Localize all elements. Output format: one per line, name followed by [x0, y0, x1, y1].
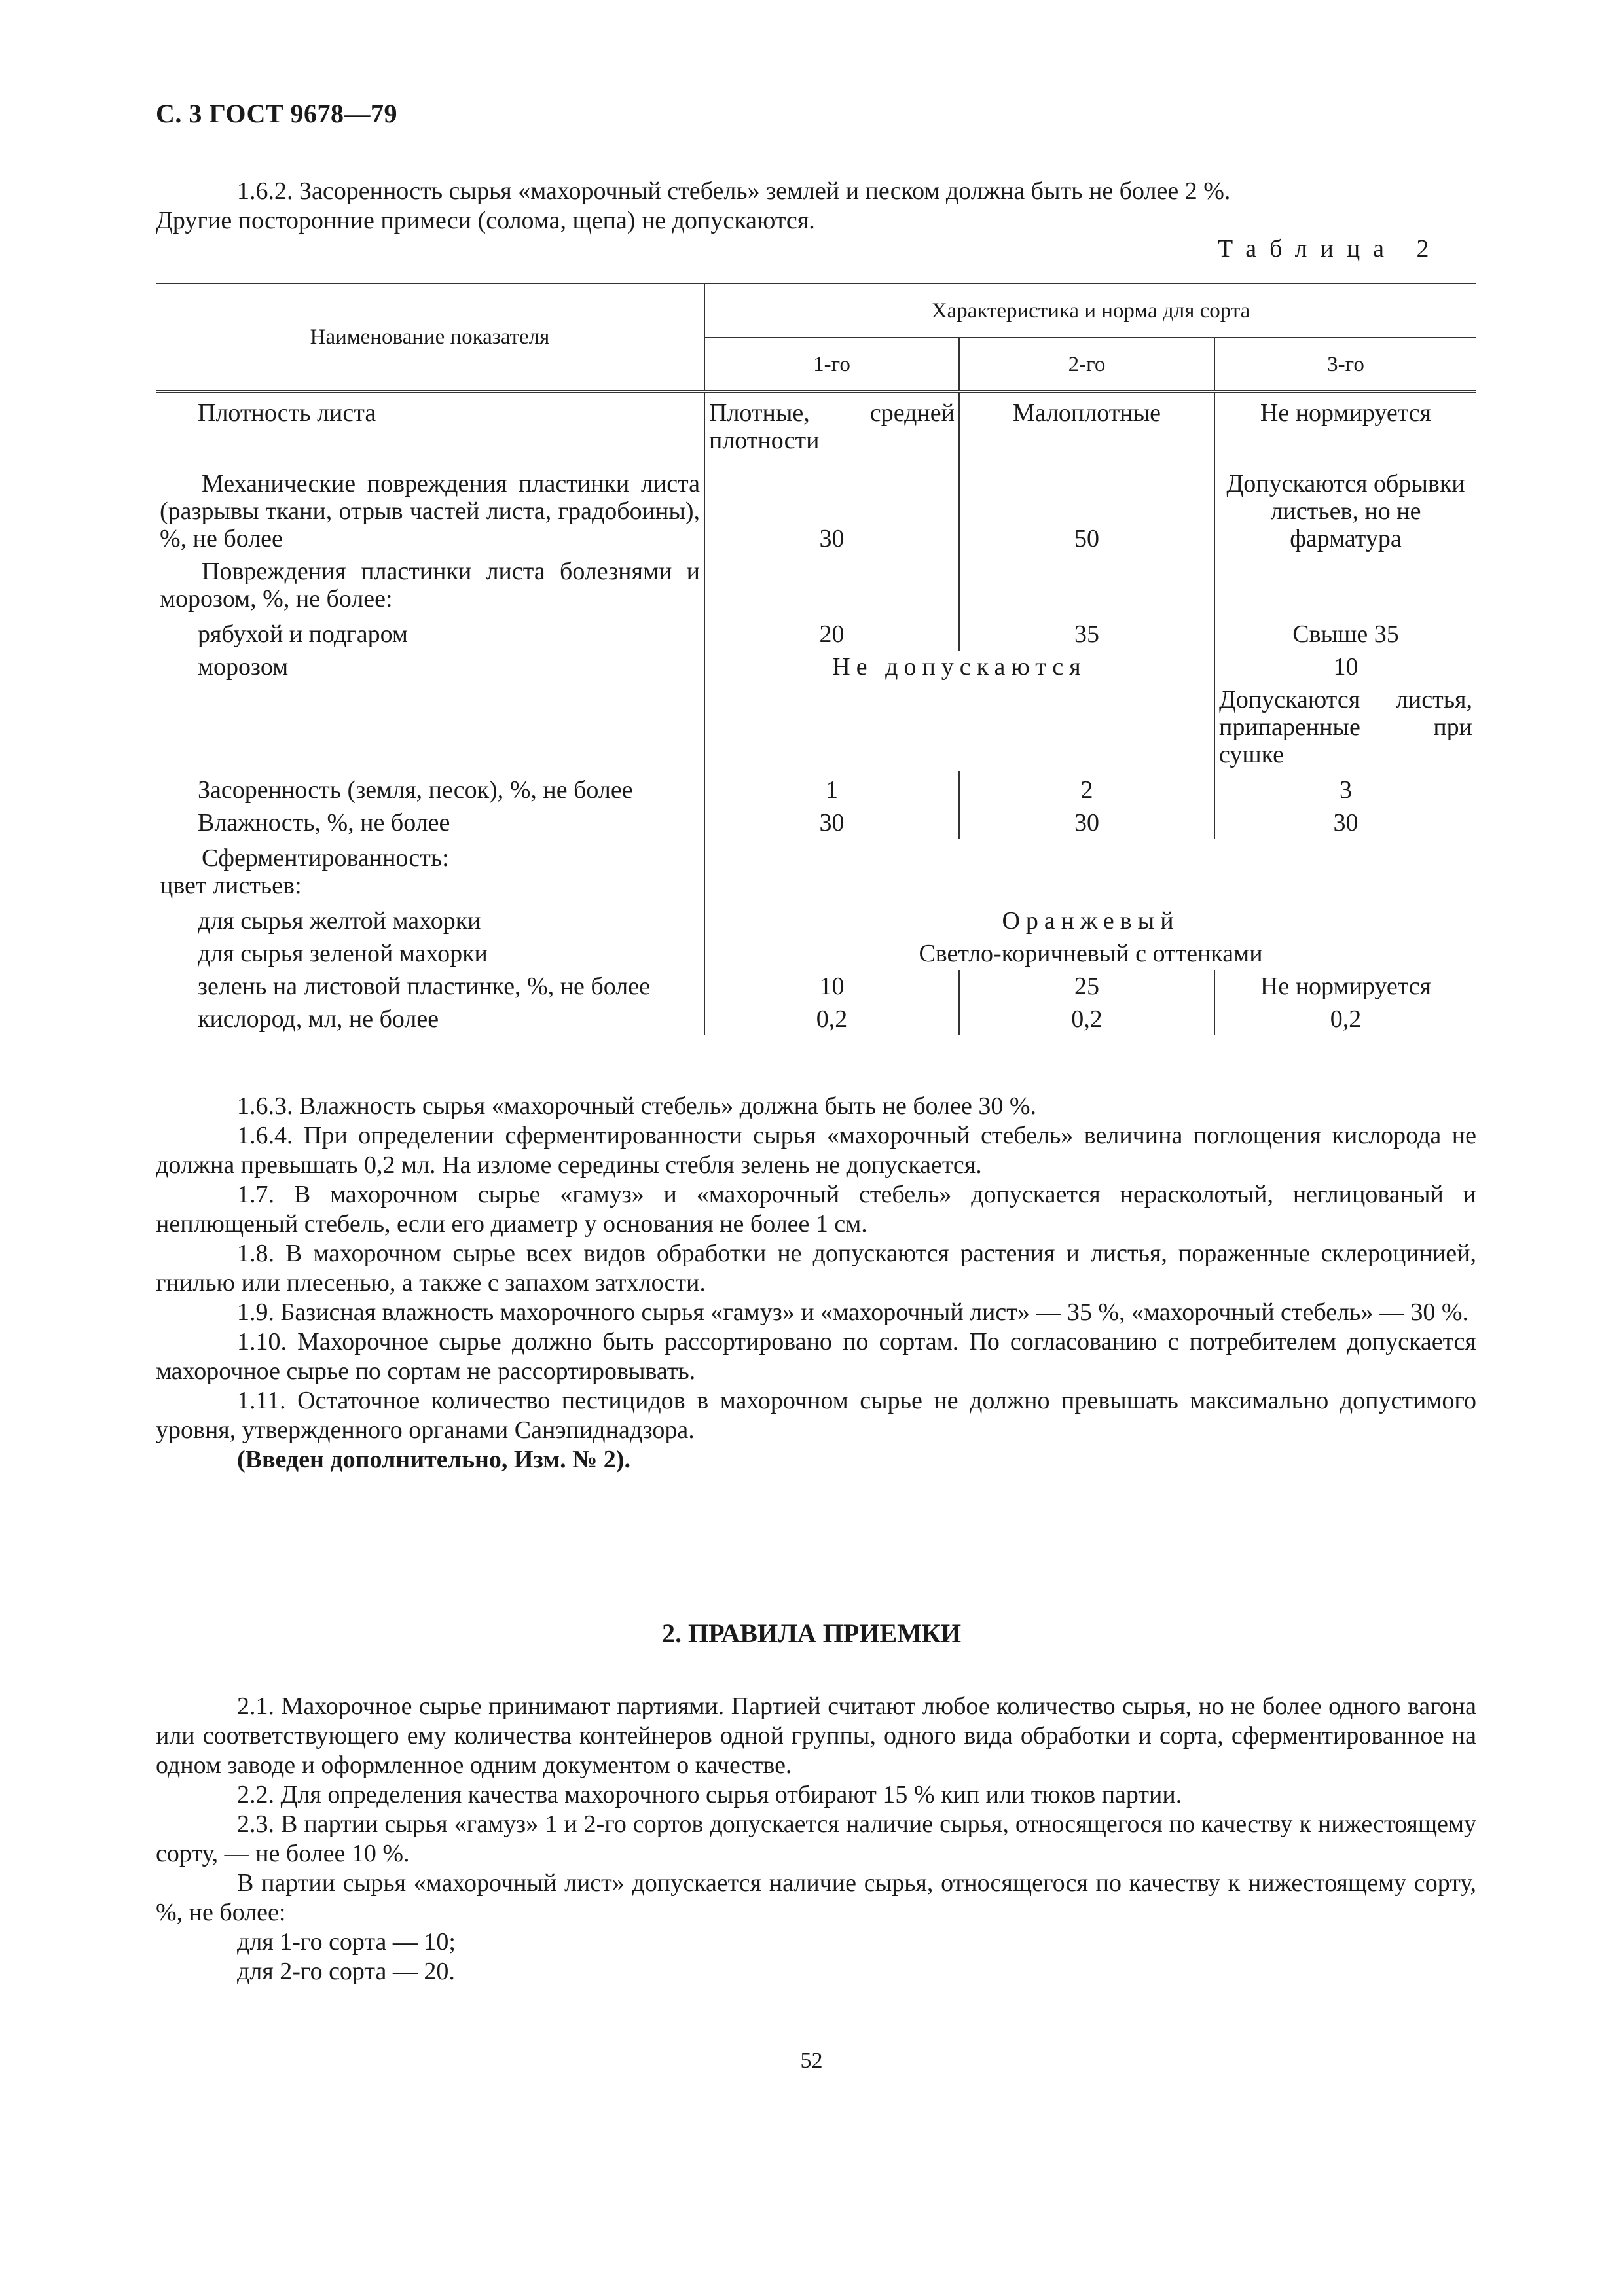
paragraph-1-6-4: 1.6.4. При определении сферментированности сырья «махорочный стебель» величина поглощения кислорода не должна превышать 0,2 мл. На изломе середины стебля зелень не допускается. — [156, 1122, 1476, 1179]
table-head-sort-2: 2-го — [959, 338, 1214, 391]
cell-sort-3: Не нормируется — [1260, 973, 1432, 1000]
table-head-group: Характеристика и норма для сорта — [704, 283, 1476, 338]
row-name: Механические повреждения пластинки листа (разрывы ткани, отрыв частей листа, градобоины), %, не более — [156, 457, 704, 555]
table-2 — [156, 283, 1476, 1035]
cell-sort-1: 30 — [704, 806, 959, 839]
paragraph-2-2: 2.2. Для определения качества махорочного сырья отбирают 15 % кип или тюков партии. — [237, 1781, 1182, 1808]
table-row — [156, 615, 1476, 651]
table-row — [156, 839, 1476, 902]
table-head-sort-3: 3-го — [1327, 352, 1364, 376]
table-row — [156, 1003, 1476, 1035]
paragraph-1-6-3: 1.6.3. Влажность сырья «махорочный стебель» должна быть не более 30 %. — [237, 1092, 1037, 1120]
cell-sort-3: Допускаются обрывки листьев, но не фарматура — [1226, 470, 1465, 552]
ferment-label: Сферментированность: — [202, 844, 449, 872]
row-name: морозом — [156, 651, 704, 683]
row-name: рябухой и подгаром — [156, 615, 704, 651]
cell-sort-3: 30 — [1333, 809, 1359, 836]
paragraph-2-1: 2.1. Махорочное сырье принимают партиями. Партией считают любое количество сырья, но не более одного вагона или соответствующего ему количества контейнеров одной группы, одного вида обработки и сорта, сферментированное на одном заводе и оформленное одним документом о качестве. — [156, 1693, 1476, 1779]
cell-sort-3: 10 — [1333, 653, 1359, 681]
section-title: 2. ПРАВИЛА ПРИЕМКИ — [661, 1619, 961, 1648]
cell-sort-3: Не нормируется — [1260, 399, 1432, 427]
cell-sort-2: 0,2 — [959, 1003, 1214, 1035]
table-caption: Таблица 2 — [1218, 235, 1442, 262]
cell-sort-1: 30 — [704, 457, 959, 555]
list-item: для 2-го сорта — 20. — [237, 1958, 455, 1985]
cell-sort-1-2: Не допускаются — [704, 651, 1214, 683]
page-header: С. 3 ГОСТ 9678—79 — [156, 99, 398, 128]
table-head-name: Наименование показателя — [156, 283, 704, 391]
paragraph-1-10: 1.10. Махорочное сырье должно быть рассортировано по сортам. По согласованию с потребителем допускается махорочное сырье по сортам не рассортировывать. — [156, 1328, 1476, 1385]
cell-sort-2 — [959, 555, 1214, 615]
amendment-note: (Введен дополнительно, Изм. № 2). — [237, 1446, 630, 1473]
row-name — [156, 683, 704, 771]
row-name: Засоренность (земля, песок), %, не более — [156, 771, 704, 806]
cell-sort-1 — [704, 555, 959, 615]
cell-sort-2: 50 — [959, 457, 1214, 555]
cell-empty — [704, 839, 1476, 902]
page-number: 52 — [800, 2049, 823, 2073]
table-row — [156, 771, 1476, 806]
row-name: Плотность листа — [156, 391, 704, 457]
cell-sort-3: Свыше 35 — [1292, 620, 1399, 648]
cell-sort-2: Малоплотные — [959, 391, 1214, 457]
table-row — [156, 651, 1476, 683]
cell-sort-1: 20 — [704, 615, 959, 651]
row-name: Влажность, %, не более — [156, 806, 704, 839]
cell-sort-2: 2 — [959, 771, 1214, 806]
cell-sort-1: 0,2 — [704, 1003, 959, 1035]
table-row — [156, 555, 1476, 615]
cell-sort-3: 3 — [1340, 776, 1352, 804]
paragraph-1-7: 1.7. В махорочном сырье «гамуз» и «махорочный стебель» допускается нерасколотый, неглицованый и неплющеный стебель, если его диаметр у основания не более 1 см. — [156, 1181, 1476, 1238]
paragraph-1-6-2: 1.6.2. Засоренность сырья «махорочный стебель» землей и песком должна быть не более 2 %. — [237, 177, 1231, 205]
paragraph-1-11: 1.11. Остаточное количество пестицидов в махорочном сырье не должно превышать максимально допустимого уровня, утвержденного органами Санэпиднадзора. — [156, 1387, 1476, 1444]
table-head-sort-1: 1-го — [704, 338, 959, 391]
table-row — [156, 457, 1476, 555]
table-row — [156, 937, 1476, 970]
cell-sort-1: Плотные, средней плотности — [704, 391, 959, 457]
color-label: цвет листьев: — [160, 872, 302, 899]
table-row — [156, 806, 1476, 839]
cell-sort-3: 0,2 — [1330, 1005, 1362, 1033]
table-row — [156, 391, 1476, 457]
row-name: для сырья зеленой махорки — [156, 937, 704, 970]
cell-sort-2 — [959, 683, 1214, 771]
cell-sort-all: Светло-коричневый с оттенками — [919, 940, 1263, 967]
intro-paragraph — [156, 177, 1476, 236]
cell-sort-3 — [1214, 555, 1476, 615]
cell-sort-2: 30 — [959, 806, 1214, 839]
cell-sort-2: 25 — [959, 970, 1214, 1003]
paragraph-2-3-cont: В партии сырья «махорочный лист» допускается наличие сырья, относящегося по качеству к нижестоящему сорту, %, не более: — [156, 1869, 1476, 1926]
cell-sort-3: Допускаются листья, припаренные при сушке — [1219, 686, 1473, 768]
row-name: зелень на листовой пластинке, %, не более — [156, 970, 704, 1003]
paragraph-1-8: 1.8. В махорочном сырье всех видов обработки не допускаются растения и листья, пораженные склероцинией, гнилью или плесенью, а также с запахом затхлости. — [156, 1240, 1476, 1297]
paragraph-2-3: 2.3. В партии сырья «гамуз» 1 и 2-го сортов допускается наличие сырья, относящегося по качеству к нижестоящему сорту, — не более 10 %. — [156, 1810, 1476, 1867]
cell-sort-2: 35 — [959, 615, 1214, 651]
paragraph-1-6-2-cont: Другие посторонние примеси (солома, щепа) не допускаются. — [156, 207, 815, 234]
section-2-paragraphs — [156, 1692, 1476, 1986]
table-row — [156, 970, 1476, 1003]
cell-sort-1: 1 — [704, 771, 959, 806]
row-name: для сырья желтой махорки — [156, 902, 704, 937]
cell-sort-all: Оранжевый — [1002, 907, 1180, 935]
list-item: для 1-го сорта — 10; — [237, 1928, 456, 1956]
row-name: Повреждения пластинки листа болезнями и морозом, %, не более: — [156, 555, 704, 615]
paragraphs-after-table — [156, 1092, 1476, 1475]
row-name — [156, 839, 704, 902]
row-name: кислород, мл, не более — [156, 1003, 704, 1035]
table-row — [156, 683, 1476, 771]
cell-sort-1 — [704, 683, 959, 771]
cell-sort-1: 10 — [704, 970, 959, 1003]
table-row — [156, 902, 1476, 937]
paragraph-1-9: 1.9. Базисная влажность махорочного сырья «гамуз» и «махорочный лист» — 35 %, «махорочный стебель» — 30 %. — [237, 1299, 1469, 1326]
